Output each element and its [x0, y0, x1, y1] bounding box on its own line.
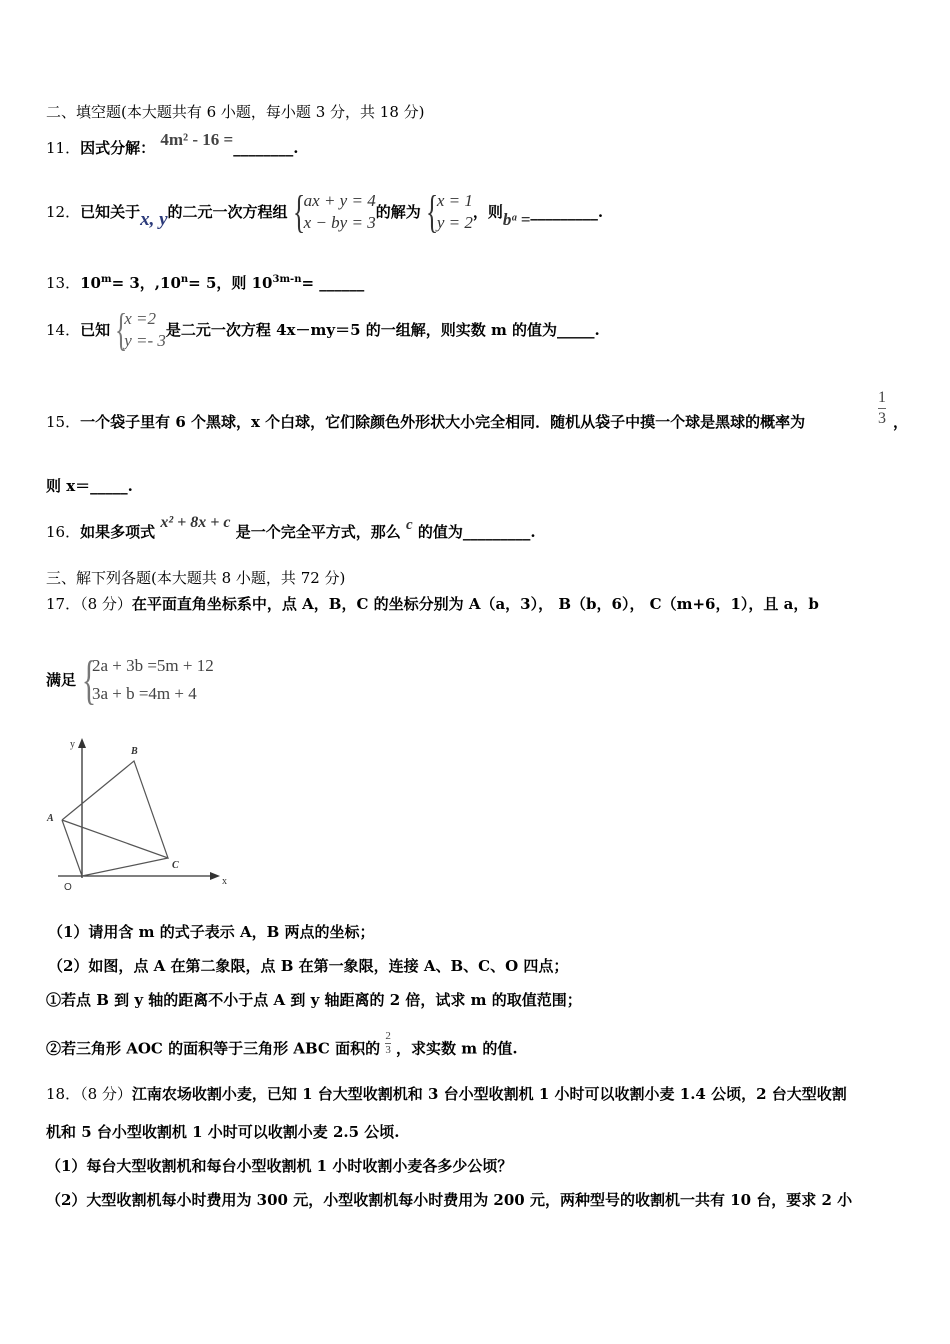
- question-16: [46, 514, 536, 543]
- q17-part-2a: ①若点 B 到 y 轴的距离不小于点 A 到 y 轴距离的 2 倍，试求 m 的取值范围；: [46, 991, 582, 1009]
- q13-sup-n: n: [180, 274, 189, 285]
- q17-part-2: （2）如图，点 A 在第二象限，点 B 在第一象限，连接 A、B、C、O 四点；: [48, 957, 569, 975]
- q17-part-1: （1）请用含 m 的式子表示 A，B 两点的坐标；: [48, 923, 375, 941]
- q17-condition: [46, 650, 214, 710]
- q13-number: 13．: [46, 274, 81, 292]
- q12-end: .: [597, 203, 604, 221]
- q18-part-2: （2）大型收割机每小时费用为 300 元，小型收割机每小时费用为 200 元，两种型号的收割机一共有 10 台，要求 2 小: [46, 1191, 853, 1209]
- q17-eq2: 3a + b =4m + 4: [91, 684, 197, 703]
- q12-text-3: 的解为: [375, 203, 421, 221]
- q12-sol2: y = 2: [436, 213, 473, 232]
- label-a: A: [47, 813, 54, 824]
- q12-expression: bᵃ =: [502, 210, 531, 229]
- q17-part-2b-text-2: ，求实数 m 的值.: [396, 1039, 518, 1058]
- q13-sup-exp: 3m-n: [272, 274, 302, 285]
- q18-line-1: 江南农场收割小麦，已知 1 台大型收割机和 3 台小型收割机 1 小时可以收割小麦 1.4 公顷，2 台大型收割: [131, 1085, 847, 1103]
- q14-text-1: 已知: [80, 321, 111, 339]
- q15-fraction-denominator: 3: [878, 410, 886, 427]
- q17-fraction-denominator: 3: [385, 1044, 391, 1056]
- q13-part-b: = 3，,10: [111, 274, 181, 292]
- q16-c: c: [405, 517, 413, 533]
- label-o: O: [64, 882, 72, 893]
- q13-part-d: = ______: [301, 274, 365, 292]
- q12-blank: _________: [530, 203, 598, 221]
- label-b: B: [131, 746, 138, 757]
- q12-number: 12．: [46, 203, 81, 221]
- q12-brace-2: {: [425, 186, 438, 237]
- triangle-abc: [62, 761, 168, 858]
- section3-heading: 三、解下列各题(本大题共 8 小题，共 72 分): [46, 569, 346, 587]
- q16-text-1: 如果多项式: [80, 523, 156, 541]
- q12-eq2: x − by = 3: [303, 213, 376, 232]
- question-13: [46, 270, 364, 293]
- q17-coordinate-figure: [40, 734, 240, 904]
- q17-brace: {: [81, 650, 97, 710]
- label-y: y: [70, 739, 75, 750]
- q11-number: 11．: [46, 139, 81, 157]
- q17-text: 在平面直角坐标系中，点 A，B，C 的坐标分别为 A（a，3）， B（b，6）， C（m+6，1），且 a，b: [131, 595, 819, 613]
- q18-score: （8 分）: [80, 1085, 132, 1103]
- q12-system: [304, 190, 376, 234]
- q17-system: [92, 652, 214, 708]
- question-11: [46, 130, 299, 158]
- question-12: [46, 186, 603, 238]
- q14-brace: {: [115, 304, 128, 355]
- q16-number: 16．: [46, 523, 81, 541]
- section2-heading: 二、填空题(本大题共有 6 小题，每小题 3 分，共 18 分): [46, 103, 425, 121]
- q15-line-2: 则 x＝_____.: [46, 477, 133, 495]
- q12-sol1: x = 1: [436, 191, 473, 210]
- q15-number: 15．: [46, 413, 81, 431]
- q14-system: [124, 308, 166, 352]
- segment-oc: [82, 858, 168, 876]
- q12-text-1: 已知关于: [80, 203, 141, 221]
- q12-text-4: ，则: [472, 203, 503, 221]
- q18-line-2: 机和 5 台小型收割机 1 小时可以收割小麦 2.5 公顷.: [46, 1123, 400, 1141]
- question-18: [46, 1084, 847, 1104]
- label-x: x: [222, 876, 227, 887]
- q14-number: 14．: [46, 321, 81, 339]
- q11-text: 因式分解：: [80, 139, 156, 157]
- q16-text-2: 是一个完全平方式，那么: [235, 523, 401, 541]
- q18-number: 18．: [46, 1085, 81, 1103]
- question-17: [46, 594, 819, 614]
- q15-text: 一个袋子里有 6 个黑球，x 个白球，它们除颜色外形状大小完全相同．随机从袋子中摸一个球是黑球的概率为: [80, 413, 806, 431]
- q17-score: （8 分）: [80, 595, 132, 613]
- q11-end: .: [293, 139, 299, 157]
- q17-eq1: 2a + 3b =5m + 12: [91, 656, 214, 675]
- q16-text-3: 的值为_________.: [417, 523, 536, 541]
- q13-part-a: 10: [80, 274, 101, 292]
- q12-vars: x, y: [140, 209, 168, 230]
- q12-brace-1: {: [292, 186, 305, 237]
- q15-comma: ，: [893, 413, 909, 431]
- segment-ao: [62, 820, 82, 876]
- q12-text-2: 的二元一次方程组: [167, 203, 288, 221]
- q12-solution: [437, 190, 473, 234]
- label-c: C: [172, 860, 179, 871]
- q11-expression: 4m² - 16 =: [160, 130, 234, 149]
- q13-part-c: = 5，则 10: [188, 274, 273, 292]
- x-axis-arrow: [210, 872, 220, 880]
- y-axis-arrow: [78, 738, 86, 748]
- q15-fraction: [878, 388, 886, 429]
- q11-blank: ________: [233, 139, 294, 157]
- q14-eq2: y =- 3: [124, 331, 166, 350]
- q12-eq1: ax + y = 4: [303, 191, 376, 210]
- q15-fraction-numerator: 1: [878, 388, 886, 409]
- question-15: [46, 412, 805, 432]
- q16-expression: x² + 8x + c: [160, 514, 231, 531]
- q18-part-1: （1）每台大型收割机和每台小型收割机 1 小时收割小麦各多少公顷？: [46, 1157, 513, 1175]
- question-14: [46, 304, 600, 356]
- q17-part-2b-fraction: [385, 1030, 391, 1057]
- q17-fraction-numerator: 2: [385, 1030, 391, 1042]
- q17-part-2b-text-1: ②若三角形 AOC 的面积等于三角形 ABC 面积的: [46, 1039, 381, 1058]
- q14-text-2: 是二元一次方程 4x－my＝5 的一组解，则实数 m 的值为_____.: [165, 321, 600, 339]
- q17-number: 17．: [46, 595, 81, 613]
- q14-eq1: x =2: [124, 309, 156, 328]
- q13-sup-m: m: [100, 274, 112, 285]
- q17-satisfy-text: 满足: [46, 671, 77, 689]
- q17-part-2b: [46, 1030, 518, 1063]
